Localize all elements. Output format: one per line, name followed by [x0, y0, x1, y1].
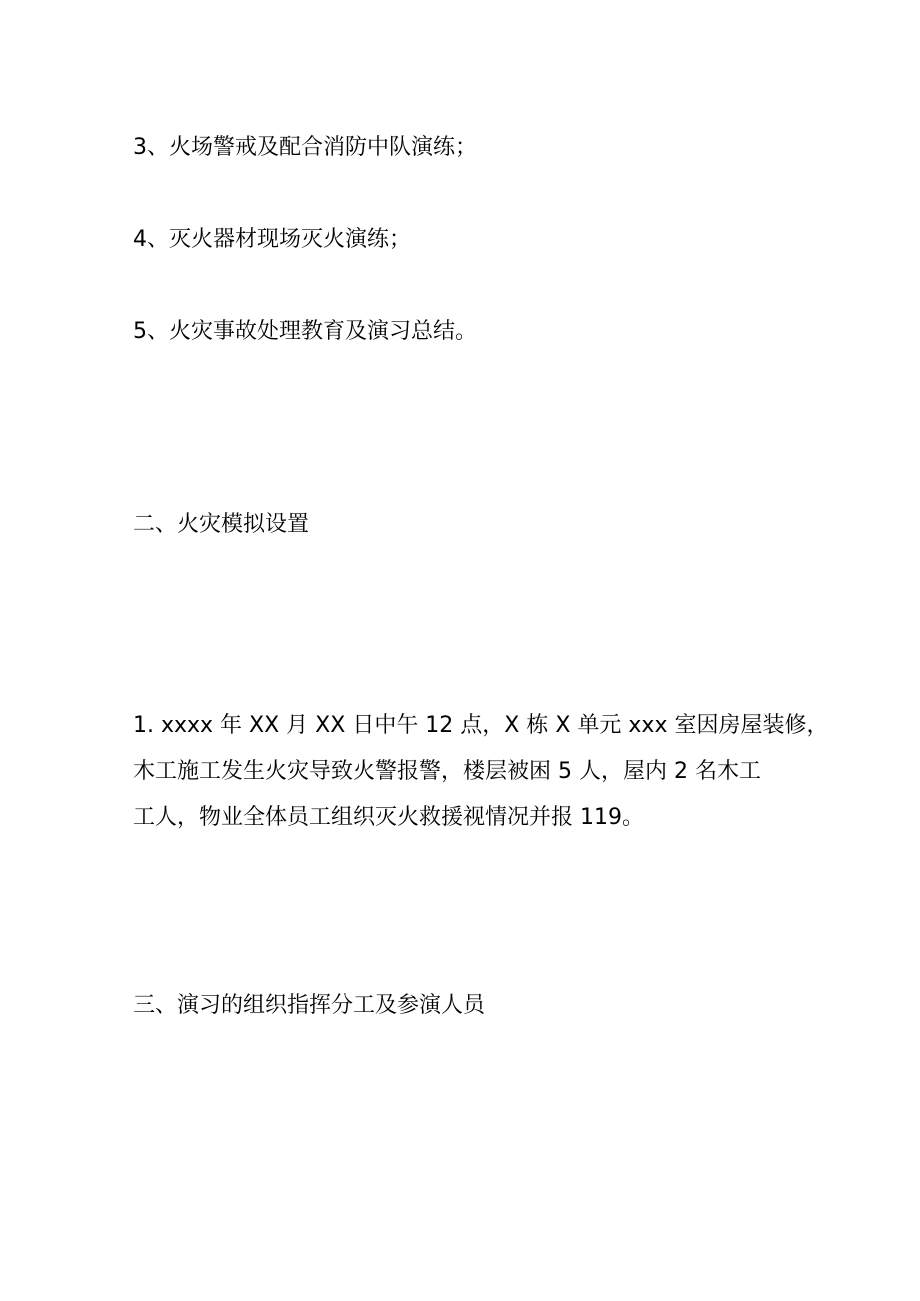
section-heading-fire-simulation: 二、火灾模拟设置 — [133, 512, 310, 537]
list-item-4: 4、灭火器材现场灭火演练； — [133, 227, 411, 252]
paragraph-line: 1. xxxx 年 XX 月 XX 日中午 12 点，X 栋 X 单元 xxx 室因房屋装修， — [133, 713, 829, 738]
list-item-3: 3、火场警戒及配合消防中队演练； — [133, 135, 477, 160]
list-item-5: 5、火灾事故处理教育及演习总结。 — [133, 319, 477, 344]
section-heading-organization: 三、演习的组织指挥分工及参演人员 — [133, 993, 486, 1018]
paragraph-line: 工人，物业全体员工组织灭火救援视情况并报 119。 — [133, 805, 644, 830]
fire-scenario-paragraph — [133, 703, 829, 841]
paragraph-line: 木工施工发生火灾导致火警报警，楼层被困 5 人，屋内 2 名木工 — [133, 759, 761, 784]
